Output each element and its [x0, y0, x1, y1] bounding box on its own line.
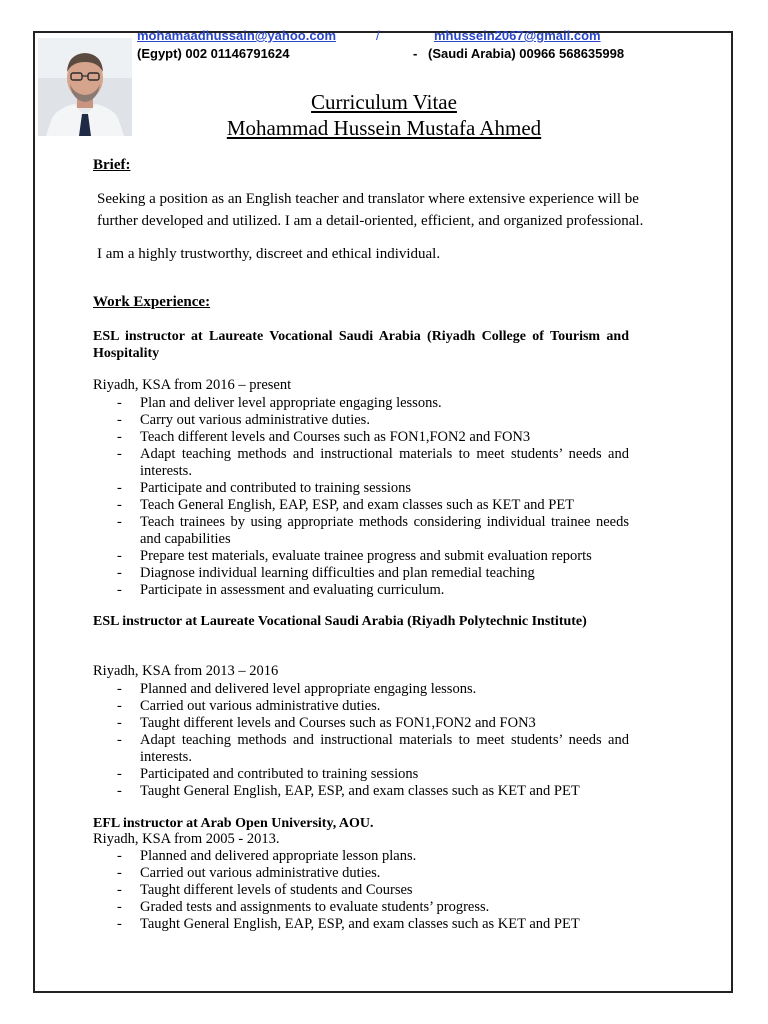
candidate-name: Mohammad Hussein Mustafa Ahmed — [226, 116, 542, 140]
duty-item: - Carried out various administrative duties. — [93, 865, 629, 882]
duty-item: - Taught different levels and Courses such as FON1,FON2 and FON3 — [93, 715, 629, 732]
email-primary-link[interactable]: mohamaadhussain@yahoo.com — [137, 28, 337, 43]
job-title: ESL instructor at Laureate Vocational Saudi Arabia (Riyadh College of Tourism and Hospitality — [93, 329, 629, 361]
duty-item: - Participate and contributed to training sessions — [93, 480, 629, 497]
email-secondary-link[interactable]: mhussein2067@gmail.com — [434, 28, 601, 43]
duty-item: - Diagnose individual learning difficulties and plan remedial teaching — [93, 565, 629, 582]
duty-item: - Taught different levels of students and Courses — [93, 882, 629, 899]
duty-item: - Teach different levels and Courses such as FON1,FON2 and FON3 — [93, 429, 629, 446]
brief-paragraph-2: I am a highly trustworthy, discreet and ethical individual. — [97, 246, 441, 262]
job-location: Riyadh, KSA from 2005 - 2013. — [93, 831, 280, 847]
brief-paragraph-1: Seeking a position as an English teacher and translator where extensive experience will be further developed and utilized. I am a detail-oriented, efficient, and organized professional. — [97, 191, 644, 229]
duty-item: - Taught General English, EAP, ESP, and exam classes such as KET and PET — [93, 783, 629, 800]
job-duties-list — [93, 681, 629, 800]
phone-egypt: (Egypt) 002 01146791624 — [137, 46, 290, 61]
job-location: Riyadh, KSA from 2016 – present — [93, 377, 292, 393]
duty-item: - Adapt teaching methods and instructional materials to meet students’ needs and interests. — [93, 446, 629, 480]
document-title: Curriculum Vitae — [311, 90, 457, 114]
duty-item: - Participate in assessment and evaluating curriculum. — [93, 582, 629, 599]
job-duties-list — [93, 395, 629, 599]
brief-heading: Brief: — [93, 157, 131, 173]
phone-saudi: (Saudi Arabia) 00966 568635998 — [428, 46, 625, 61]
duty-item: - Taught General English, EAP, ESP, and exam classes such as KET and PET — [93, 916, 629, 933]
job-location: Riyadh, KSA from 2013 – 2016 — [93, 663, 279, 679]
duty-item: - Carried out various administrative duties. — [93, 698, 629, 715]
phone-dash: - — [413, 46, 418, 61]
job-title: EFL instructor at Arab Open University, AOU. — [93, 816, 374, 831]
duty-item: - Teach General English, EAP, ESP, and exam classes such as KET and PET — [93, 497, 629, 514]
work-experience-heading: Work Experience: — [93, 294, 211, 310]
duty-item: - Prepare test materials, evaluate trainee progress and submit evaluation reports — [93, 548, 629, 565]
duty-item: - Adapt teaching methods and instructional materials to meet students’ needs and interests. — [93, 732, 629, 766]
duty-item: - Teach trainees by using appropriate methods considering individual trainee needs and capabilities — [93, 514, 629, 548]
job-title: ESL instructor at Laureate Vocational Saudi Arabia (Riyadh Polytechnic Institute) — [93, 614, 587, 629]
duty-item: - Plan and deliver level appropriate engaging lessons. — [93, 395, 629, 412]
duty-item: - Planned and delivered level appropriate engaging lessons. — [93, 681, 629, 698]
duty-item: - Planned and delivered appropriate lesson plans. — [93, 848, 629, 865]
contact-separator: / — [376, 28, 380, 43]
duty-item: - Participated and contributed to training sessions — [93, 766, 629, 783]
duty-item: - Graded tests and assignments to evaluate students’ progress. — [93, 899, 629, 916]
duty-item: - Carry out various administrative duties. — [93, 412, 629, 429]
job-duties-list — [93, 848, 629, 933]
